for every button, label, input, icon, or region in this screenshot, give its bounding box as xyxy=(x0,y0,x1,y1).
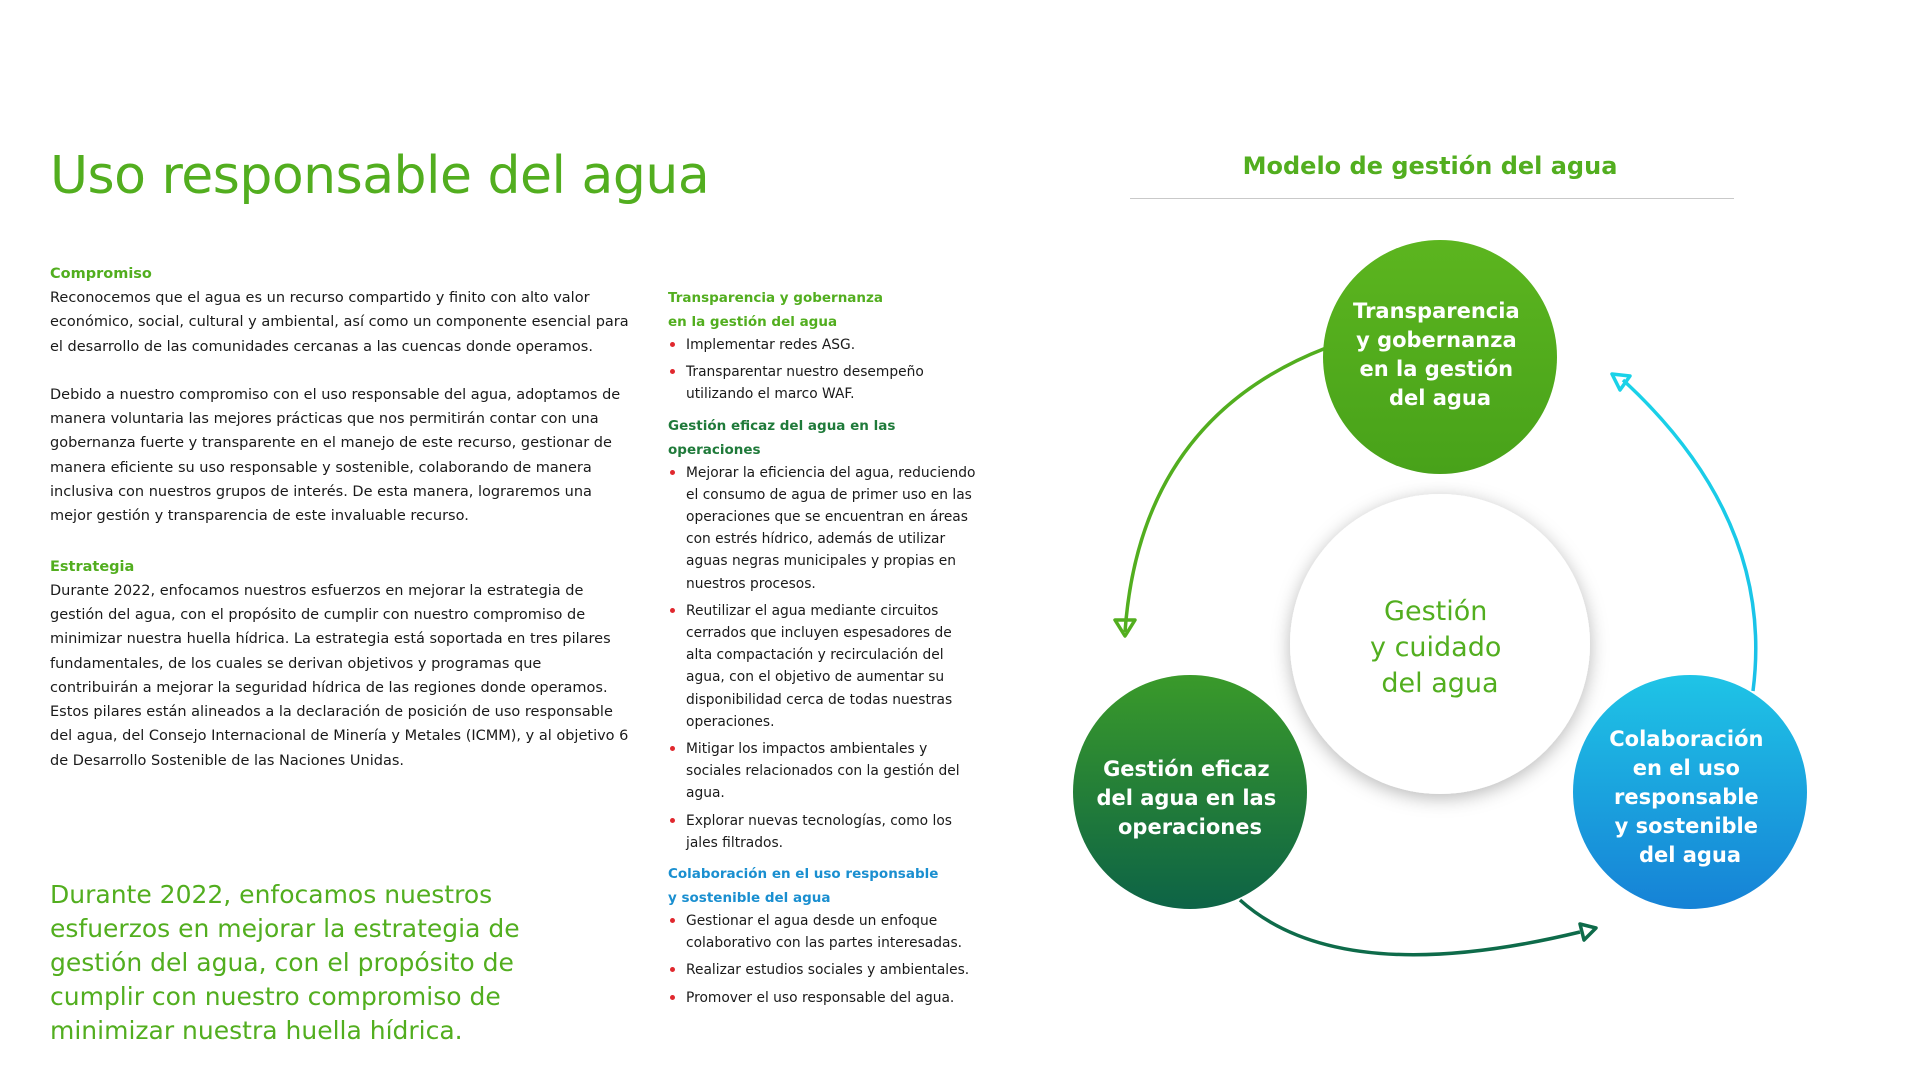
list-item: Transparentar nuestro desempeño utilizando el marco WAF. xyxy=(668,361,978,405)
pillar-label-line: del agua en las xyxy=(1096,786,1277,810)
list-item: Promover el uso responsable del agua. xyxy=(668,987,978,1009)
section-heading-line: en la gestión del agua xyxy=(668,314,838,330)
section-heading-transparencia xyxy=(668,286,978,334)
pillar-label-line: y gobernanza xyxy=(1356,328,1517,352)
section-heading-line: Transparencia y gobernanza xyxy=(668,290,883,306)
pillar-label-line: Colaboración xyxy=(1609,727,1764,751)
section-heading-colaboracion xyxy=(668,862,978,910)
compromiso-paragraph-1: Reconocemos que el agua es un recurso compartido y finito con alto valor económico, social, cultural y ambiental, así como un componente esencial para el desarrollo de las comunidades cercanas a las cuencas donde operamos. xyxy=(50,290,629,355)
bullet-list-transparencia xyxy=(668,334,978,406)
arrow-top-to-left xyxy=(1125,348,1326,632)
list-item: Explorar nuevas tecnologías, como los jales filtrados. xyxy=(668,810,978,854)
compromiso-heading: Compromiso xyxy=(50,266,152,282)
pillar-label-line: en la gestión xyxy=(1359,357,1514,381)
center-label xyxy=(1370,596,1510,699)
list-item: Mitigar los impactos ambientales y sociales relacionados con la gestión del agua. xyxy=(668,738,978,805)
section-heading-line: y sostenible del agua xyxy=(668,890,831,907)
bullet-list-colaboracion xyxy=(668,910,978,1009)
pillar-label-line: y sostenible xyxy=(1614,814,1759,838)
list-item: Realizar estudios sociales y ambientales. xyxy=(668,959,978,981)
pillar-label-line: responsable xyxy=(1614,785,1759,809)
bullet-list-gestion-eficaz xyxy=(668,462,978,854)
left-column xyxy=(50,262,630,797)
pillar-label-line: del agua xyxy=(1388,386,1492,410)
list-item: Mejorar la eficiencia del agua, reduciendo el consumo de agua de primer uso en las operaciones que se encuentran en áreas con estrés hídrico, además de utilizar aguas negras municipales y propias en nuestros procesos. xyxy=(668,462,978,595)
estrategia-heading: Estrategia xyxy=(50,558,135,575)
section-heading-gestion-eficaz: Gestión eficaz del agua en las operaciones xyxy=(668,417,896,458)
center-label-line: del agua xyxy=(1381,668,1499,699)
center-label-line: y cuidado xyxy=(1370,632,1502,663)
pillar-label-gestion-eficaz xyxy=(1096,757,1283,839)
pillar-label-line: operaciones xyxy=(1118,815,1262,839)
pillar-label-line: en el uso xyxy=(1632,756,1740,780)
pillar-label-line: del agua xyxy=(1638,843,1742,867)
list-item: Gestionar el agua desde un enfoque colaborativo con las partes interesadas. xyxy=(668,910,978,954)
middle-column xyxy=(668,286,978,1015)
arrow-head-top xyxy=(1612,374,1630,390)
arrow-head-right xyxy=(1580,924,1596,940)
diagram-divider xyxy=(1130,198,1734,199)
compromiso-paragraph-2: Debido a nuestro compromiso con el uso responsable del agua, adoptamos de manera voluntaria las mejores prácticas que nos permitirán contar con una gobernanza fuerte y transparente en el manejo de este recurso, gestionar de manera eficiente su uso responsable y sostenible, colaborando de manera inclusiva con nuestros grupos de interés. De esta manera, lograremos una mejor gestión y transparencia de este invaluable recurso. xyxy=(50,386,621,525)
water-model-diagram xyxy=(1040,200,1860,1000)
pillar-label-line: Transparencia xyxy=(1353,299,1520,323)
diagram-title: Modelo de gestión del agua xyxy=(1242,152,1618,180)
arrow-right-to-top xyxy=(1623,380,1756,691)
page-title: Uso responsable del agua xyxy=(50,146,710,206)
estrategia-paragraph: Durante 2022, enfocamos nuestros esfuerzos en mejorar la estrategia de gestión del agua, con el propósito de cumplir con nuestro compromiso de minimizar nuestra huella hídrica. La estrategia está soportada en tres pilares fundamentales, de los cuales se derivan objetivos y programas que contribuirán a mejorar la seguridad hídrica de las regiones donde operamos. Estos pilares están alineados a la declaración de posición de uso responsable del agua, del Consejo Internacional de Minería y Metales (ICMM), y al objetivo 6 de Desarrollo Sostenible de las Naciones Unidas. xyxy=(50,582,629,769)
list-item: Implementar redes ASG. xyxy=(668,334,978,356)
list-item: Reutilizar el agua mediante circuitos cerrados que incluyen espesadores de alta compactación y recirculación del agua, con el objetivo de aumentar su disponibilidad cerca de todas nuestras operaciones. xyxy=(668,600,978,733)
center-label-line: Gestión xyxy=(1384,596,1488,627)
section-heading-line: Colaboración en el uso responsable xyxy=(668,866,939,883)
pillar-label-line: Gestión eficaz xyxy=(1103,757,1270,781)
highlight-quote: Durante 2022, enfocamos nuestros esfuerzos en mejorar la estrategia de gestión del agua, con el propósito de cumplir con nuestro compromiso de minimizar nuestra huella hídrica. xyxy=(50,880,520,1045)
arrow-left-to-right xyxy=(1240,900,1580,955)
